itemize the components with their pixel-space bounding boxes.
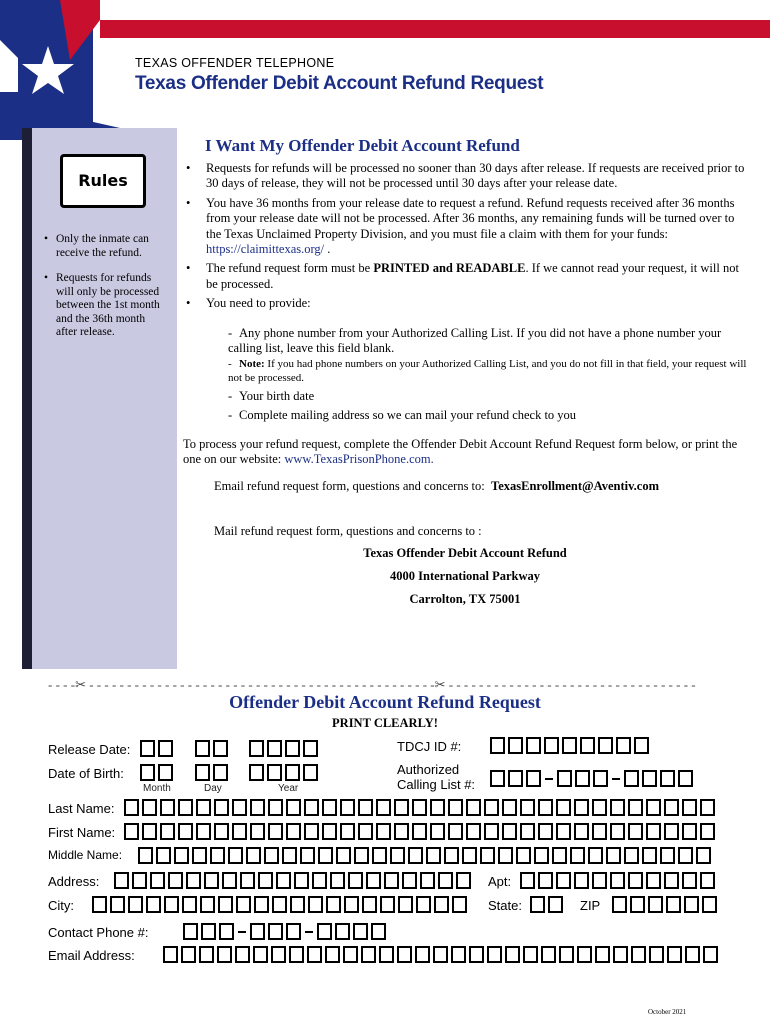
scissors-icon: - - - -✂ - - - - - - - - - - - - - - - - - - - - - - - - - - - - - - - - - - - - - - - - - - - - - -✂ - - - - - - - - - - - - - - - - - - - - - - - - - - - - - - - - - [48,677,696,692]
release-date-label: Release Date: [48,742,131,757]
calling-list-input[interactable] [490,770,696,787]
sidebar-rule: • Only the inmate can receive the refund. [32,233,164,260]
claimit-link[interactable]: https://claimittexas.org/ [206,242,325,257]
section-heading: I Want My Offender Debit Account Refund [205,136,520,155]
company-name: TEXAS OFFENDER TELEPHONE [135,56,335,70]
process-instructions: To process your refund request, complete the Offender Debit Account Refund Request form below, or print the one on our website: www.TexasPrisonPhone.com. [183,437,738,467]
footer-date: October 2021 [648,1008,687,1016]
last-name-input[interactable] [124,799,718,816]
state-input[interactable] [530,896,566,913]
rules-label: Rules [78,171,128,190]
day-caption: Day [204,783,222,794]
form-title: Offender Debit Account Refund Request [229,692,541,712]
apt-label: Apt: [488,874,512,889]
release-year-input[interactable] [249,740,321,757]
instruction-item: • You need to provide: [186,296,746,311]
state-label: State: [488,898,522,913]
provide-note: - Note: If you had phone numbers on your Authorized Calling List, and you do not fill in that field, your request will not be processed. [228,358,747,384]
mail-address-line: 4000 International Parkway [390,569,540,583]
city-label: City: [48,898,74,913]
city-input[interactable] [92,896,470,913]
middle-name-label: Middle Name: [48,848,123,862]
birth-year-input[interactable] [249,764,321,781]
tdcj-id-label: TDCJ ID #: [397,739,462,754]
address-input[interactable] [114,872,474,889]
provide-item: - Complete mailing address so we can mail your refund check to you [228,408,577,422]
address-label: Address: [48,874,100,889]
instruction-item: • The refund request form must be PRINTED and READABLE. If we cannot read your request, it will not be processed. [186,261,746,292]
instruction-item: • You have 36 months from your release date to request a refund. Refund requests received after 36 months from your release date will not be processed. After 36 months, any remaining funds will be turned over to the Texas Unclaimed Property Division, and you must file a claim with them for your funds: https://claimittexas.org/ . [186,196,746,258]
provide-item: - Your birth date [228,389,315,403]
middle-name-input[interactable] [138,847,714,864]
page-title: Texas Offender Debit Account Refund Request [135,73,544,94]
mail-instructions: Mail refund request form, questions and concerns to : [214,524,482,538]
year-caption: Year [278,783,299,794]
print-clearly-note: PRINT CLEARLY! [332,716,438,730]
mail-address-line: Carrolton, TX 75001 [409,592,521,606]
provide-item: - Any phone number from your Authorized Calling List. If you did not have a phone number your calling list, leave this field blank. [228,326,722,356]
birth-date-label: Date of Birth: [48,766,124,781]
sidebar-rule: • Requests for refunds will only be processed between the 1st month and the 36th month after release. [32,272,164,340]
release-month-input[interactable] [140,740,176,757]
website-link[interactable]: www.TexasPrisonPhone.com. [284,452,434,467]
zip-input[interactable] [612,896,720,913]
sidebar-rules-list [32,233,164,352]
calling-list-label: Calling List #: [397,777,476,792]
email-address-input[interactable] [163,946,721,963]
texas-flag-graphic [0,0,770,140]
contact-phone-input[interactable] [183,923,389,940]
instruction-item: • Requests for refunds will be processed no sooner than 30 days after release. If requests are received prior to 30 days of release, they will not be processed until 30 days after your release date. [186,161,746,192]
email-instructions: Email refund request form, questions and concerns to: TexasEnrollment@Aventiv.com [214,479,660,493]
first-name-input[interactable] [124,823,718,840]
contact-phone-label: Contact Phone #: [48,925,149,940]
first-name-label: First Name: [48,825,116,840]
zip-label: ZIP [580,898,601,913]
tdcj-id-input[interactable] [490,737,652,754]
rules-sidebar [22,128,177,669]
instructions-list [186,161,746,316]
rules-badge [60,154,146,208]
mail-address-line: Texas Offender Debit Account Refund [363,546,567,560]
email-address-link[interactable]: TexasEnrollment@Aventiv.com [491,479,660,493]
email-address-label: Email Address: [48,948,135,963]
month-caption: Month [143,783,171,794]
last-name-label: Last Name: [48,801,115,816]
birth-day-input[interactable] [195,764,231,781]
authorized-label: Authorized [397,762,460,777]
apt-input[interactable] [520,872,718,889]
cut-line [48,677,720,693]
birth-month-input[interactable] [140,764,176,781]
release-day-input[interactable] [195,740,231,757]
